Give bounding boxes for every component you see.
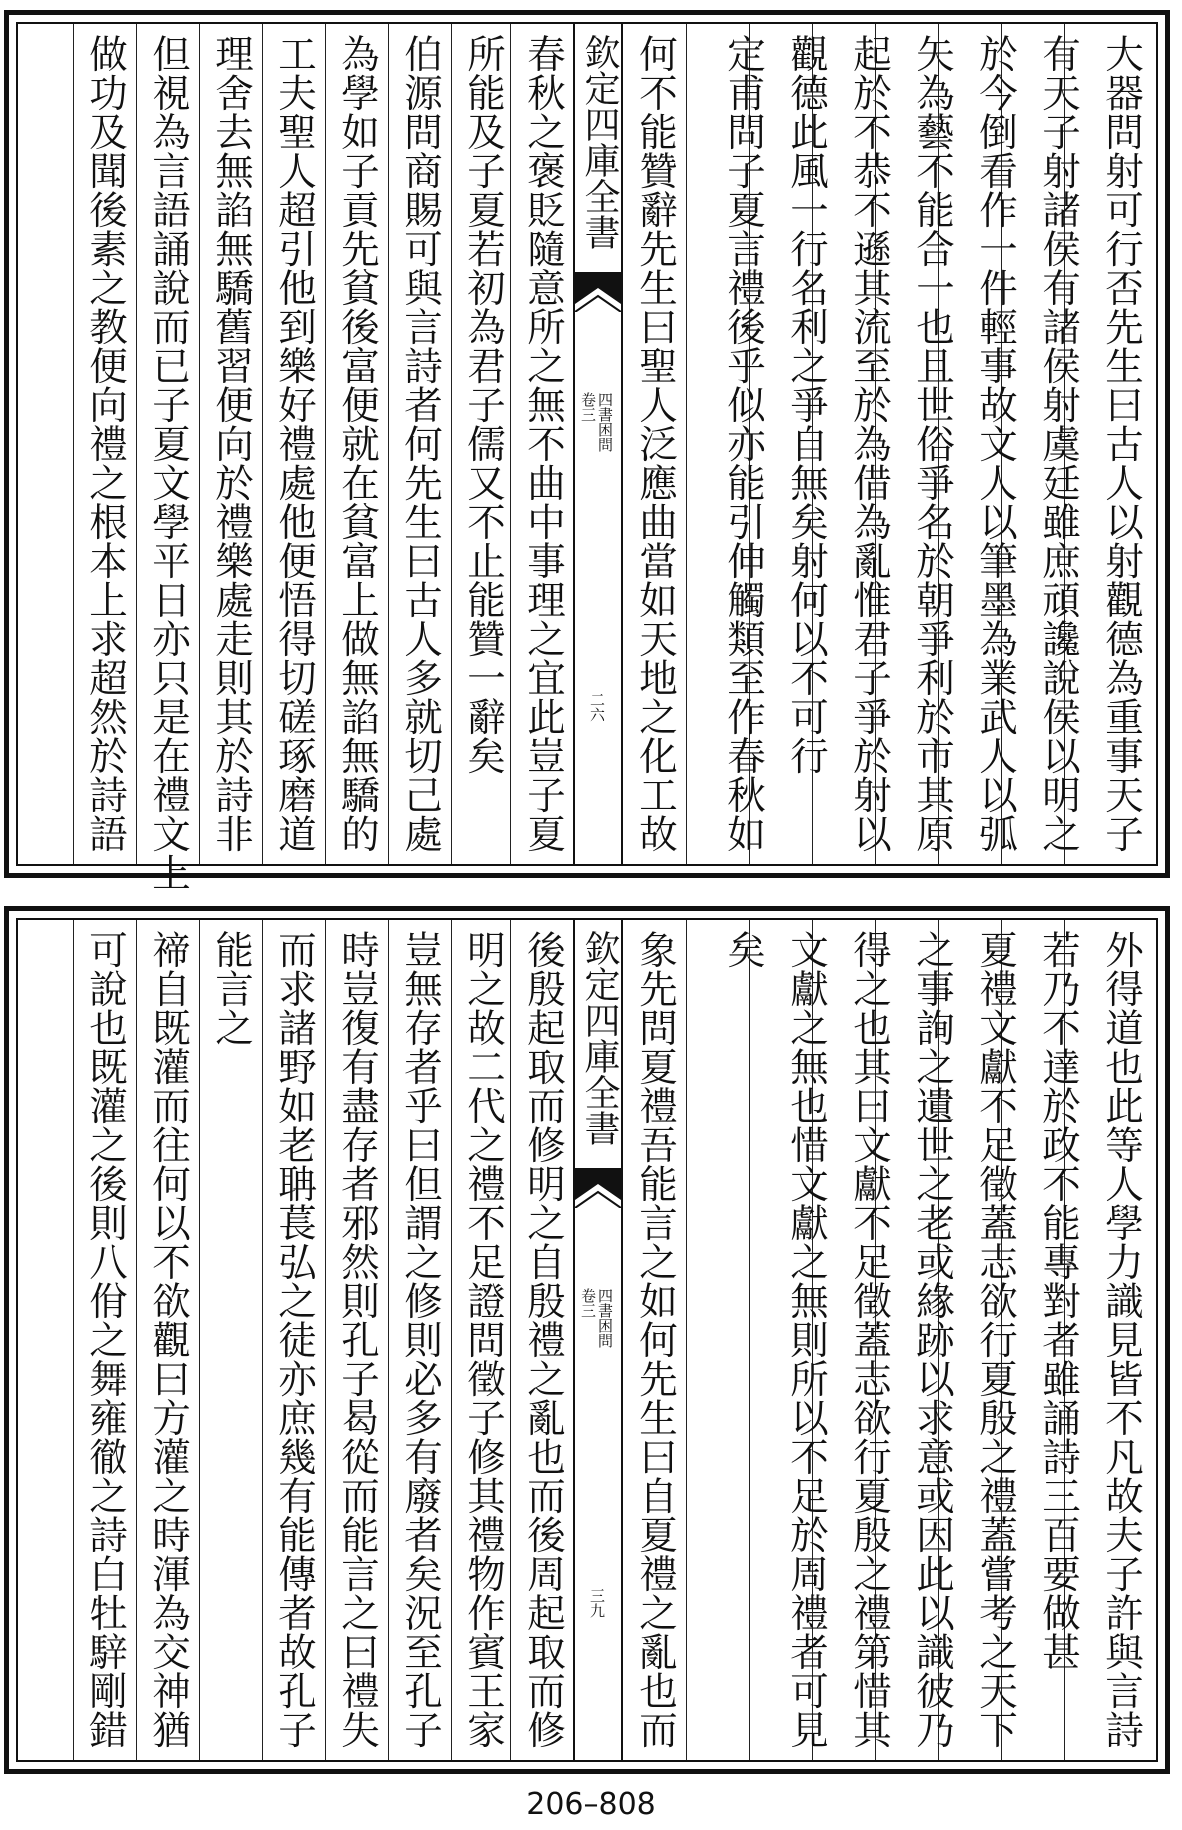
book-title: 四書困問 xyxy=(596,392,614,452)
column-rule xyxy=(388,24,389,864)
column-rule xyxy=(136,920,137,1760)
column-rule xyxy=(73,920,74,1760)
text-column: 矣 xyxy=(721,930,766,969)
column-rule xyxy=(262,24,263,864)
volume-label: 卷三 xyxy=(579,392,597,422)
text-column: 但視為言語誦說而已子夏文學平日亦只是在禮文上 xyxy=(146,34,191,892)
column-rule xyxy=(510,24,511,864)
text-column: 夏禮文獻不足徵蓋志欲行夏殷之禮蓋嘗考之天下 xyxy=(973,930,1018,1749)
text-column: 起於不恭不遜其流至於為借為亂惟君子爭於射以 xyxy=(847,34,892,853)
text-column: 理舍去無諂無驕舊習便向於禮樂處走則其於詩非 xyxy=(209,34,254,853)
text-column: 若乃不達於政不能專對者雖誦詩三百要做甚 xyxy=(1036,930,1081,1671)
text-column: 定甫問子夏言禮後乎似亦能引伸觸類至作春秋如 xyxy=(721,34,766,853)
text-column: 象先問夏禮吾能言之如何先生曰自夏禮之亂也而 xyxy=(633,930,678,1749)
text-column: 外得道也此等人學力識見皆不凡故夫子許與言詩 xyxy=(1099,930,1144,1749)
text-column: 所能及子夏若初為君子儒又不止能贊一辭矣 xyxy=(461,34,506,775)
folio-number: 二六 xyxy=(588,692,606,722)
page-frame xyxy=(16,918,1158,1762)
text-column: 明之故二代之禮不足證問徵子修其禮物作賓王家 xyxy=(461,930,506,1749)
column-rule xyxy=(451,920,452,1760)
text-column: 工夫聖人超引他到樂好禮處他便悟得切磋琢磨道 xyxy=(272,34,317,853)
page-top xyxy=(4,10,1170,892)
center-strip xyxy=(573,24,623,864)
text-column: 觀德此風一行名利之爭自無矣射何以不可行 xyxy=(784,34,829,775)
column-rule xyxy=(262,920,263,1760)
center-strip xyxy=(573,920,623,1760)
text-column: 大器問射可行否先生曰古人以射觀德為重事天子 xyxy=(1099,34,1144,853)
column-rule xyxy=(136,24,137,864)
text-column: 於今倒看作一件輕事故文人以筆墨為業武人以弧 xyxy=(973,34,1018,853)
column-rule xyxy=(388,920,389,1760)
text-column: 何不能贊辭先生曰聖人泛應曲當如天地之化工故 xyxy=(633,34,678,853)
text-column: 之事詢之遺世之老或緣跡以求意或因此以識彼乃 xyxy=(910,930,955,1749)
text-column: 春秋之褒貶隨意所之無不曲中事理之宜此豈子夏 xyxy=(521,34,566,853)
column-rule xyxy=(451,24,452,864)
text-column: 文獻之無也惜文獻之無則所以不足於周禮者可見 xyxy=(784,930,829,1749)
column-rule xyxy=(199,24,200,864)
column-rule xyxy=(73,24,74,864)
text-column: 能言之 xyxy=(209,930,254,1047)
text-column: 豈無存者乎曰但謂之修則必多有廢者矣況至孔子 xyxy=(398,930,443,1749)
column-rule xyxy=(199,920,200,1760)
fishtail-mark-icon xyxy=(575,1168,621,1208)
text-column: 矢為藝不能合一也且世俗爭名於朝爭利於市其原 xyxy=(910,34,955,853)
column-rule xyxy=(686,920,687,1760)
book-title: 四書困問 xyxy=(596,1288,614,1348)
page-number: 206–808 xyxy=(526,1787,656,1822)
text-column: 後殷起取而修明之自殷禮之亂也而後周起取而修 xyxy=(521,930,566,1749)
column-rule xyxy=(325,24,326,864)
text-column: 有天子射諸侯有諸侯射虞廷雖庶頑讒說侯以明之 xyxy=(1036,34,1081,853)
text-column: 伯源問商賜可與言詩者何先生曰古人多就切己處 xyxy=(398,34,443,853)
text-column: 禘自既灌而往何以不欲觀曰方灌之時渾為交神猶 xyxy=(146,930,191,1749)
text-column: 可說也既灌之後則八佾之舞雍徹之詩白牡騂剛錯 xyxy=(83,930,128,1749)
column-rule xyxy=(686,24,687,864)
page-frame xyxy=(16,22,1158,892)
column-rule xyxy=(325,920,326,1760)
fishtail-mark-icon xyxy=(575,272,621,312)
text-column: 時豈復有盡存者邪然則孔子曷從而能言之曰禮失 xyxy=(335,930,380,1749)
text-column: 做功及聞後素之教便向禮之根本上求超然於詩語 xyxy=(83,34,128,853)
header-title: 欽定四庫全書 xyxy=(579,930,620,1146)
header-title: 欽定四庫全書 xyxy=(579,34,620,250)
text-column: 而求諸野如老聃萇弘之徒亦庶幾有能傳者故孔子 xyxy=(272,930,317,1749)
text-column: 得之也其曰文獻不足徵蓋志欲行夏殷之禮第惜其 xyxy=(847,930,892,1749)
text-column: 為學如子貢先貧後富便就在貧富上做無諂無驕的 xyxy=(335,34,380,853)
page-bottom xyxy=(4,906,1170,1774)
column-rule xyxy=(510,920,511,1760)
volume-label: 卷三 xyxy=(579,1288,597,1318)
folio-number: 三九 xyxy=(588,1588,606,1618)
